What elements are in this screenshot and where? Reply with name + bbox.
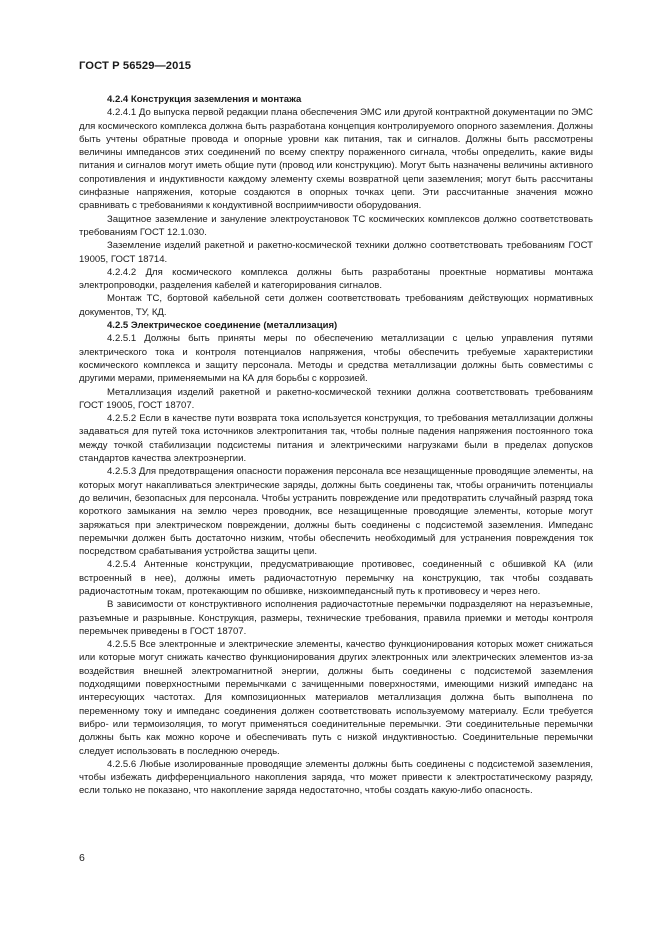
document-standard-header: ГОСТ Р 56529—2015 xyxy=(79,60,192,72)
paragraph-4-2-4-2: 4.2.4.2 Для космического комплекса должны быть разработаны проектные нормативы монтажа электропроводки, разделения кабелей и категорирования сигналов. xyxy=(79,266,593,292)
paragraph-4-2-5-5: 4.2.5.5 Все электронные и электрические элементы, качество функционирования которых может снижаться или которые могут снижать качество функционирования других электронных или электрических элементов из-за воздействия внешней электромагнитной энергии, должны быть соединены с подсистемой заземления подходящими поверхностными перемычками с зачищенными поверхностями, имеющими низкий импеданс на интересующих частотах. Для композиционных материалов металлизация должна быть выполнена по переменному току и импеданс соединения должен соответствовать используемому материалу. Если требуется вибро- или термоизоляция, то могут применяться соединительные перемычки. Эти соединительные перемычки должны быть как можно короче и обеспечивать путь с низкой индуктивностью. Соединительные перемычки следует использовать в последнюю очередь. xyxy=(79,639,593,757)
paragraph-jumpers: В зависимости от конструктивного исполнения радиочастотные перемычки подразделяют на неразъемные, разъемные и разрывные. Конструкция, размеры, технические требования, правила приемки и методы контроля перемычек приведены в ГОСТ 18707. xyxy=(79,599,593,637)
page-number: 6 xyxy=(79,852,85,864)
paragraph-mounting: Монтаж ТС, бортовой кабельной сети должен соответствовать требованиям действующих нормативных документов, ТУ, КД. xyxy=(79,293,593,318)
paragraph-4-2-5-3: 4.2.5.3 Для предотвращения опасности поражения персонала все незащищенные проводящие элементы, на которых могут накапливаться электрические заряды, должны быть соединены так, чтобы ограничить потенциалы до величин, безопасных для персонала. Чтобы устранить повреждение или предотвратить случайный разряд тока короткого замыкания на землю через проводник, все незащищенные проводящие элементы, которые могут заряжаться при электрическом повреждении, должны быть соединены с подсистемой заземления. Импеданс перемычки должен быть достаточно низким, чтобы обеспечить необходимый для устранения повреждения ток посредством срабатывания устройства защиты цепи. xyxy=(79,466,594,558)
section-heading-4-2-4: 4.2.4 Конструкция заземления и монтажа xyxy=(107,94,302,105)
paragraph-4-2-5-4: 4.2.5.4 Антенные конструкции, предусматривающие противовес, соединенный с обшивкой КА (или встроенный в нее), должны иметь радиочастотную перемычку на конструкцию, так чтобы создавать радиочастотным токам, протекающим по обшивке, низкоимпедансный путь к противовесу и через него. xyxy=(79,559,593,597)
paragraph-4-2-5-6: 4.2.5.6 Любые изолированные проводящие элементы должны быть соединены с подсистемой заземления, чтобы избежать дифференциального накопления заряда, что может привести к электростатическому разряду, если только не показано, что накопление заряда недостаточно, чтобы создать какую-либо опасность. xyxy=(79,758,593,797)
paragraph-grounding-products: Заземление изделий ракетной и ракетно-космической техники должно соответствовать требованиям ГОСТ 19005, ГОСТ 18714. xyxy=(79,240,593,265)
section-heading-4-2-5: 4.2.5 Электрическое соединение (металлизация) xyxy=(107,320,338,332)
document-body xyxy=(79,93,593,798)
paragraph-4-2-4-1: 4.2.4.1 До выпуска первой редакции плана обеспечения ЭМС или другой контрактной документации по ЭМС для космического комплекса должна быть разработана концепция контролируемого опорного заземления. Должны быть учтены обратные провода и опорные уровни как питания, так и сигналов. Должны быть рассмотрены величины импедансов этих соединений по всему спектру пораженного сигнала, чтобы определить, какие виды питания и сигналов могут иметь общие пути (провод или конструкцию). Могут быть назначены величины активного сопротивления и индуктивности каждому элементу схемы возвратной цепи заземления; могут быть рассчитаны синфазные напряжения, которые создаются в опорных точках цепи. Эти рассчитанные значения можно сравнивать с требованиями к кондуктивной восприимчивости оборудования. xyxy=(79,107,593,212)
paragraph-4-2-5-2: 4.2.5.2 Если в качестве пути возврата тока используется конструкция, то требования металлизации должны задаваться для путей тока источников электропитания так, чтобы полные падения напряжения постоянного тока между точкой стабилизации подсистемы питания и электрическими нагрузками были в пределах допусков стандартов качества электроэнергии. xyxy=(79,413,593,465)
paragraph-protective-grounding: Защитное заземление и зануление электроустановок ТС космических комплексов должно соответствовать требованиям ГОСТ 12.1.030. xyxy=(79,213,593,238)
paragraph-metallization: Металлизация изделий ракетной и ракетно-космической техники должна соответствовать требованиям ГОСТ 19005, ГОСТ 18707. xyxy=(79,386,593,411)
paragraph-4-2-5-1: 4.2.5.1 Должны быть приняты меры по обеспечению металлизации с целью управления путями электрического тока и контроля потенциалов напряжения, чтобы обеспечить требуемые характеристики космического комплекса и защиту персонала. Методы и средства металлизации должны быть совместимы с другими мерами, применяемыми на КА для борьбы с коррозией. xyxy=(79,333,593,385)
